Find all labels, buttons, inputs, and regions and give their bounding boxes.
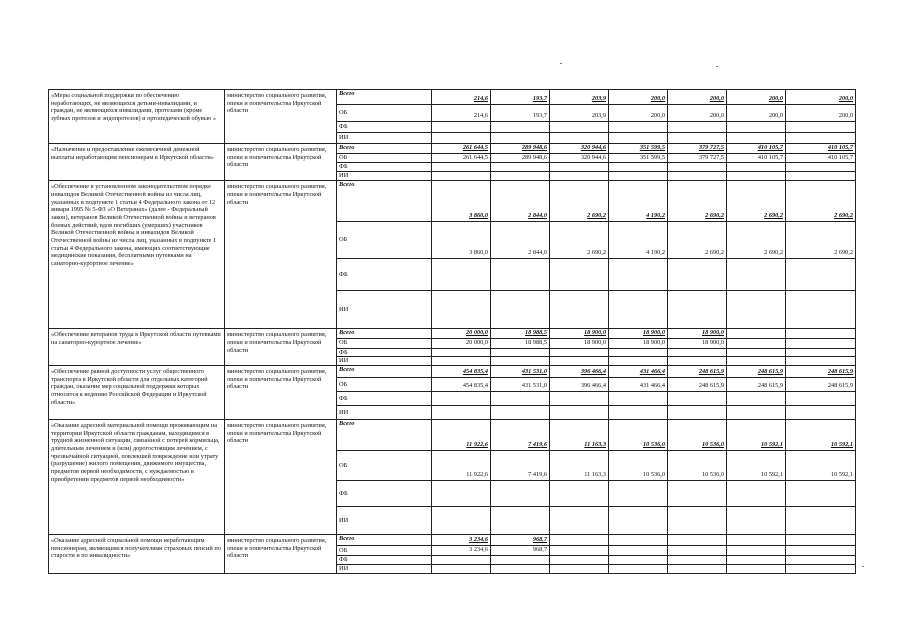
value-cell <box>550 481 609 507</box>
value-cell <box>727 507 786 535</box>
value-cell: 200,0 <box>609 105 668 122</box>
value-cell <box>432 392 491 406</box>
value-cell <box>609 564 668 573</box>
value-cell <box>609 357 668 366</box>
value-cell <box>668 564 727 573</box>
funding-source-cell: Всего <box>337 90 432 105</box>
value-cell <box>550 133 609 144</box>
value-cell <box>432 172 491 181</box>
value-cell <box>491 122 550 133</box>
value-cell: 203,9 <box>550 105 609 122</box>
value-cell <box>432 122 491 133</box>
value-cell: 10 536,0 <box>609 420 668 451</box>
measure-name-cell: «Меры социальной поддержки по обеспечению неработающих, не являющихся детьми-инвалидами, и граждан, не являющихся инвалидами, протезами (кроме зубных протезов и эндопротезов) и ортопедической обувью » <box>49 90 225 144</box>
value-cell: 248 615,9 <box>668 366 727 378</box>
value-cell <box>727 329 786 339</box>
value-cell: 200,0 <box>609 90 668 105</box>
value-cell: 261 644,5 <box>432 144 491 154</box>
value-cell <box>668 546 727 556</box>
value-cell <box>432 555 491 564</box>
value-cell <box>727 555 786 564</box>
value-cell: 3 860,0 <box>432 222 491 259</box>
value-cell: 10 592,1 <box>727 451 786 481</box>
value-cell: 200,0 <box>727 90 786 105</box>
value-cell <box>786 555 856 564</box>
value-cell: 193,7 <box>491 105 550 122</box>
measure-name-cell: «Обеспечение равной доступности услуг общественного транспорта в Иркутской области для отдельных категорий граждан, оказание мер социальной поддержки которых относится к ведению Российской Федерации и Иркутской области» <box>49 366 225 420</box>
value-cell: 214,6 <box>432 105 491 122</box>
value-cell: 248 615,9 <box>668 378 727 392</box>
value-cell: 454 835,4 <box>432 366 491 378</box>
value-cell <box>786 546 856 556</box>
value-cell: 968,7 <box>491 546 550 556</box>
responsible-cell: министерство социального развития, опеки и попечительства Иркутской области <box>225 181 337 329</box>
funding-source-cell: ОБ <box>337 546 432 556</box>
funding-source-cell: ФБ <box>337 348 432 357</box>
funding-source-cell: ИИ <box>337 172 432 181</box>
value-cell: 2 690,2 <box>550 181 609 222</box>
funding-source-cell: ОБ <box>337 338 432 348</box>
funding-source-cell: ФБ <box>337 122 432 133</box>
value-cell: 289 948,6 <box>491 153 550 163</box>
value-cell <box>668 133 727 144</box>
measure-name-cell: «Назначение и предоставление ежемесячной денежной выплаты неработающим пенсионерам в Иркутской области» <box>49 144 225 181</box>
value-cell: 2 690,2 <box>786 181 856 222</box>
value-cell <box>786 348 856 357</box>
funding-source-cell: ОБ <box>337 153 432 163</box>
scan-speck <box>716 66 718 67</box>
responsible-cell: министерство социального развития, опеки и попечительства Иркутской области <box>225 90 337 144</box>
value-cell <box>668 172 727 181</box>
funding-source-cell: ИИ <box>337 133 432 144</box>
value-cell <box>609 507 668 535</box>
value-cell: 968,7 <box>491 535 550 546</box>
value-cell: 10 536,0 <box>668 451 727 481</box>
value-cell: 351 599,5 <box>609 153 668 163</box>
responsible-cell: министерство социального развития, опеки и попечительства Иркутской области <box>225 420 337 535</box>
value-cell <box>727 172 786 181</box>
value-cell <box>609 392 668 406</box>
value-cell <box>727 348 786 357</box>
value-cell <box>609 259 668 291</box>
value-cell <box>786 122 856 133</box>
funding-source-cell: ИИ <box>337 406 432 420</box>
value-cell: 396 466,4 <box>550 366 609 378</box>
value-cell: 2 844,0 <box>491 181 550 222</box>
value-cell <box>727 259 786 291</box>
measure-name-cell: «Обеспечение ветеранов труда в Иркутской области путевками на санаторно-курортное лечение» <box>49 329 225 366</box>
value-cell: 20 000,0 <box>432 338 491 348</box>
value-cell <box>668 481 727 507</box>
value-cell <box>432 481 491 507</box>
value-cell: 18 900,0 <box>609 338 668 348</box>
value-cell: 10 536,0 <box>609 451 668 481</box>
value-cell <box>727 291 786 329</box>
funding-source-cell: ФБ <box>337 555 432 564</box>
value-cell: 320 944,6 <box>550 144 609 154</box>
value-cell <box>432 406 491 420</box>
value-cell <box>491 406 550 420</box>
value-cell <box>786 535 856 546</box>
value-cell: 11 163,3 <box>550 420 609 451</box>
value-cell: 203,9 <box>550 90 609 105</box>
value-cell: 10 592,1 <box>727 420 786 451</box>
budget-table-wrap <box>48 89 855 593</box>
funding-source-cell: Всего <box>337 144 432 154</box>
responsible-cell: министерство социального развития, опеки и попечительства Иркутской области <box>225 144 337 181</box>
value-cell <box>491 392 550 406</box>
value-cell <box>609 406 668 420</box>
value-cell <box>491 564 550 573</box>
value-cell <box>491 555 550 564</box>
value-cell <box>550 291 609 329</box>
value-cell <box>550 546 609 556</box>
value-cell <box>727 481 786 507</box>
value-cell: 379 727,5 <box>668 153 727 163</box>
value-cell <box>491 507 550 535</box>
value-cell <box>668 122 727 133</box>
value-cell <box>727 122 786 133</box>
value-cell <box>786 172 856 181</box>
value-cell <box>491 348 550 357</box>
value-cell <box>609 546 668 556</box>
table-row <box>49 90 856 105</box>
funding-source-cell: Всего <box>337 329 432 339</box>
value-cell: 320 944,6 <box>550 153 609 163</box>
value-cell: 10 536,0 <box>668 420 727 451</box>
value-cell <box>432 507 491 535</box>
value-cell <box>727 546 786 556</box>
value-cell <box>727 163 786 172</box>
value-cell: 248 615,9 <box>786 378 856 392</box>
value-cell <box>550 406 609 420</box>
value-cell <box>609 535 668 546</box>
value-cell <box>727 133 786 144</box>
funding-source-cell: ОБ <box>337 451 432 481</box>
value-cell: 261 644,5 <box>432 153 491 163</box>
table-row <box>49 144 856 154</box>
funding-source-cell: Всего <box>337 181 432 222</box>
value-cell: 7 419,6 <box>491 420 550 451</box>
value-cell <box>668 555 727 564</box>
funding-source-cell: ОБ <box>337 105 432 122</box>
value-cell <box>727 406 786 420</box>
value-cell <box>727 357 786 366</box>
table-row <box>49 329 856 339</box>
value-cell: 396 466,4 <box>550 378 609 392</box>
value-cell: 379 727,5 <box>668 144 727 154</box>
value-cell <box>786 163 856 172</box>
value-cell: 18 900,0 <box>609 329 668 339</box>
budget-table <box>48 89 856 574</box>
value-cell <box>491 481 550 507</box>
value-cell: 10 592,1 <box>786 451 856 481</box>
value-cell: 2 690,2 <box>727 222 786 259</box>
value-cell <box>786 406 856 420</box>
value-cell <box>609 163 668 172</box>
value-cell: 18 900,0 <box>668 329 727 339</box>
value-cell <box>786 291 856 329</box>
value-cell: 410 105,7 <box>786 144 856 154</box>
funding-source-cell: Всего <box>337 535 432 546</box>
value-cell <box>609 291 668 329</box>
value-cell: 2 690,2 <box>727 181 786 222</box>
funding-source-cell: ИИ <box>337 357 432 366</box>
value-cell: 193,7 <box>491 90 550 105</box>
value-cell <box>727 338 786 348</box>
value-cell <box>786 357 856 366</box>
value-cell: 410 105,7 <box>727 153 786 163</box>
value-cell <box>786 329 856 339</box>
value-cell: 3 234,6 <box>432 546 491 556</box>
value-cell: 11 163,3 <box>550 451 609 481</box>
value-cell: 200,0 <box>786 90 856 105</box>
value-cell <box>727 392 786 406</box>
table-row <box>49 420 856 451</box>
funding-source-cell: Всего <box>337 366 432 378</box>
value-cell: 248 615,9 <box>727 378 786 392</box>
value-cell: 454 835,4 <box>432 378 491 392</box>
funding-source-cell: ИИ <box>337 564 432 573</box>
responsible-cell: министерство социального развития, опеки и попечительства Иркутской области <box>225 329 337 366</box>
value-cell <box>491 357 550 366</box>
value-cell <box>727 564 786 573</box>
value-cell <box>609 481 668 507</box>
value-cell: 7 419,6 <box>491 451 550 481</box>
value-cell <box>668 392 727 406</box>
value-cell <box>432 259 491 291</box>
value-cell: 248 615,9 <box>727 366 786 378</box>
value-cell: 431 466,4 <box>609 366 668 378</box>
value-cell: 18 900,0 <box>550 329 609 339</box>
funding-source-cell: ОБ <box>337 378 432 392</box>
table-row <box>49 366 856 378</box>
scan-speck <box>560 63 562 64</box>
value-cell <box>550 357 609 366</box>
value-cell: 410 105,7 <box>786 153 856 163</box>
value-cell: 2 844,0 <box>491 222 550 259</box>
funding-source-cell: ФБ <box>337 392 432 406</box>
value-cell: 200,0 <box>668 105 727 122</box>
funding-source-cell: ФБ <box>337 481 432 507</box>
value-cell <box>432 357 491 366</box>
value-cell <box>550 163 609 172</box>
value-cell: 4 190,2 <box>609 181 668 222</box>
value-cell <box>668 291 727 329</box>
value-cell: 10 592,1 <box>786 420 856 451</box>
value-cell <box>609 133 668 144</box>
value-cell <box>668 535 727 546</box>
value-cell <box>550 535 609 546</box>
value-cell: 3 234,6 <box>432 535 491 546</box>
value-cell: 200,0 <box>727 105 786 122</box>
measure-name-cell: «Оказание адресной социальной помощи неработающим пенсионерам, являющимся получателями страховых пенсий по старости и по инвалидности» <box>49 535 225 573</box>
value-cell <box>786 338 856 348</box>
measure-name-cell: «Оказание адресной материальной помощи проживающим на территории Иркутской области гражданам, находящимся в трудной жизненной ситуации, связанной с потерей кормильца, длительным лечением и (или) дорогостоящим лечением, с чрезвычайной ситуацией, повлекшей повреждение или утрату (разрушение) жилого помещения, движимого имущества, предметов первой необходимости, с нуждаемостью в приобретении предметов первой необходимости» <box>49 420 225 535</box>
value-cell: 431 531,0 <box>491 366 550 378</box>
table-row <box>49 181 856 222</box>
value-cell <box>491 133 550 144</box>
value-cell <box>786 133 856 144</box>
value-cell <box>550 348 609 357</box>
value-cell <box>491 259 550 291</box>
value-cell <box>432 564 491 573</box>
value-cell: 200,0 <box>786 105 856 122</box>
value-cell <box>668 259 727 291</box>
value-cell: 3 860,0 <box>432 181 491 222</box>
value-cell <box>550 507 609 535</box>
value-cell <box>432 133 491 144</box>
value-cell: 18 900,0 <box>550 338 609 348</box>
responsible-cell: министерство социального развития, опеки и попечительства Иркутской области <box>225 366 337 420</box>
value-cell <box>786 564 856 573</box>
value-cell <box>786 259 856 291</box>
value-cell: 431 466,4 <box>609 378 668 392</box>
funding-source-cell: ИИ <box>337 507 432 535</box>
value-cell <box>491 291 550 329</box>
table-body <box>49 90 856 574</box>
funding-source-cell: ФБ <box>337 163 432 172</box>
value-cell <box>550 392 609 406</box>
responsible-cell: министерство социального развития, опеки и попечительства Иркутской области <box>225 535 337 573</box>
value-cell <box>432 291 491 329</box>
value-cell: 289 948,6 <box>491 144 550 154</box>
value-cell: 20 000,0 <box>432 329 491 339</box>
value-cell: 2 690,2 <box>550 222 609 259</box>
value-cell <box>491 163 550 172</box>
value-cell <box>609 555 668 564</box>
value-cell: 18 988,5 <box>491 338 550 348</box>
value-cell <box>609 172 668 181</box>
value-cell: 351 599,5 <box>609 144 668 154</box>
value-cell <box>668 507 727 535</box>
value-cell <box>550 555 609 564</box>
value-cell: 2 690,2 <box>668 222 727 259</box>
value-cell: 248 615,9 <box>786 366 856 378</box>
value-cell <box>668 163 727 172</box>
value-cell <box>786 392 856 406</box>
value-cell <box>550 259 609 291</box>
value-cell <box>432 348 491 357</box>
value-cell <box>609 122 668 133</box>
value-cell <box>668 406 727 420</box>
value-cell: 18 988,5 <box>491 329 550 339</box>
scan-speck <box>862 566 864 567</box>
measure-name-cell: «Обеспечение в установленном законодательством порядке инвалидов Великой Отечественной войны из числа лиц, указанных в подпункте 1 статьи 4 Федерального закона от 12 января 1995 № 5-ФЗ «О Ветеранах» (далее - Федеральный закон), ветеранов Великой Отечественной войны и ветеранов боевых действий, вдов погибших (умерших) участников Великой Отечественной войны и инвалидов Великой Отечественной войны из числа лиц, указанных в подпункте 1 статьи 4 Федерального закона, имеющих соответствующие медицинские показания, бесплатными путевками на санаторно-курортное лечение» <box>49 181 225 329</box>
value-cell <box>491 172 550 181</box>
value-cell <box>786 507 856 535</box>
value-cell <box>609 348 668 357</box>
value-cell <box>727 535 786 546</box>
value-cell: 2 690,2 <box>668 181 727 222</box>
funding-source-cell: Всего <box>337 420 432 451</box>
value-cell: 200,0 <box>668 90 727 105</box>
value-cell: 18 900,0 <box>668 338 727 348</box>
value-cell: 11 922,6 <box>432 451 491 481</box>
value-cell: 214,6 <box>432 90 491 105</box>
value-cell: 11 922,6 <box>432 420 491 451</box>
value-cell <box>668 348 727 357</box>
value-cell <box>550 122 609 133</box>
value-cell: 4 190,2 <box>609 222 668 259</box>
value-cell: 431 531,0 <box>491 378 550 392</box>
value-cell <box>550 172 609 181</box>
funding-source-cell: ИИ <box>337 291 432 329</box>
value-cell: 410 105,7 <box>727 144 786 154</box>
value-cell <box>668 357 727 366</box>
funding-source-cell: ФБ <box>337 259 432 291</box>
value-cell: 2 690,2 <box>786 222 856 259</box>
table-row <box>49 535 856 546</box>
value-cell <box>432 163 491 172</box>
funding-source-cell: ОБ <box>337 222 432 259</box>
value-cell <box>550 564 609 573</box>
value-cell <box>786 481 856 507</box>
